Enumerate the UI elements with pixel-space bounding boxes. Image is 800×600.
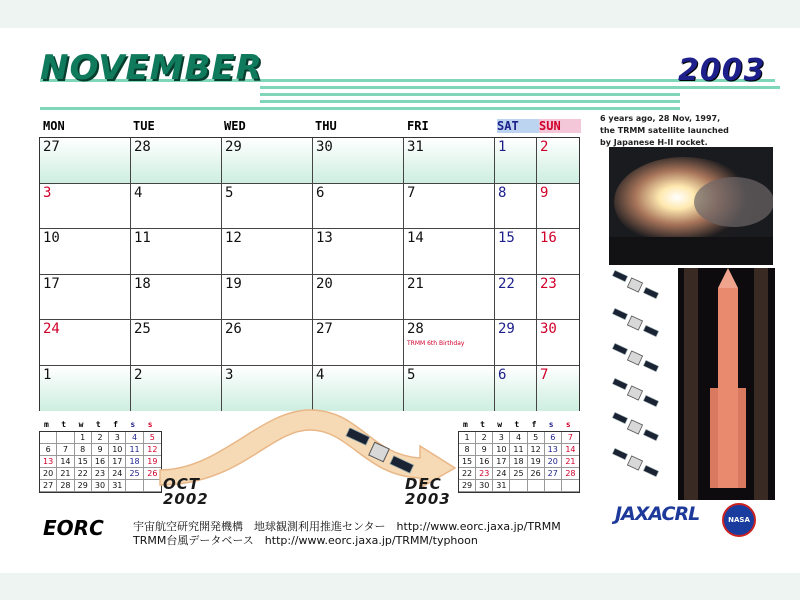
day-cell[interactable]: [222, 138, 313, 184]
mini-day-name: f: [531, 420, 537, 429]
mini-day-cell: 10: [493, 444, 510, 456]
day-number: 31: [407, 139, 424, 155]
satellite-icon: [612, 448, 660, 478]
mini-day-cell: 5: [528, 432, 545, 444]
mini-day-name: t: [514, 420, 520, 429]
mini-day-cell: 26: [144, 468, 161, 480]
mini-day-cell: 28: [57, 480, 74, 492]
mini-calendar-oct: [39, 420, 162, 493]
mini-day-cell: [40, 432, 57, 444]
mini-day-name: s: [147, 420, 153, 429]
mini-day-cell: 8: [75, 444, 92, 456]
day-number: 4: [134, 184, 143, 201]
mini-day-name: t: [61, 420, 67, 429]
day-cell[interactable]: [404, 275, 495, 321]
mini-day-cell: 19: [528, 456, 545, 468]
day-number: 4: [316, 366, 325, 383]
mini-day-name: f: [113, 420, 118, 429]
mini-day-name: m: [44, 420, 49, 429]
mini-day-cell: 14: [57, 456, 74, 468]
day-cell[interactable]: [222, 320, 313, 366]
mini-day-cell: 29: [75, 480, 92, 492]
day-number: 26: [225, 321, 242, 337]
day-number: 2: [540, 139, 549, 155]
satellite-icon: [345, 428, 415, 478]
day-cell[interactable]: [40, 366, 131, 412]
mini-day-cell: 11: [510, 444, 527, 456]
day-number: 10: [43, 230, 60, 246]
mini-day-cell: 9: [476, 444, 493, 456]
mini-day-cell: 22: [459, 468, 476, 480]
footer-line-2: TRMM台風データベース http://www.eorc.jaxa.jp/TRMM/typhoon: [133, 534, 478, 547]
mini-day-cell: 17: [493, 456, 510, 468]
mini-day-cell: 28: [562, 468, 579, 480]
day-number: 6: [316, 184, 325, 201]
header-stripe: [260, 100, 680, 103]
day-cell[interactable]: [537, 184, 579, 230]
mini-day-cell: 13: [545, 444, 562, 456]
mini-day-cell: 12: [528, 444, 545, 456]
birthday-note: TRMM 6th Birthday: [407, 340, 465, 347]
day-number: 19: [225, 275, 242, 292]
day-number: 20: [316, 275, 333, 292]
nasa-logo: [722, 503, 756, 537]
launch-photo: [609, 147, 773, 265]
mini-oct-year-label: 2002: [163, 490, 209, 508]
day-number: 27: [43, 139, 60, 155]
day-cell[interactable]: [404, 229, 495, 275]
mini-day-cell: 1: [75, 432, 92, 444]
day-name-mon: MON: [43, 119, 65, 133]
header-stripe: [260, 93, 680, 96]
day-number: 18: [134, 275, 151, 292]
day-number: 22: [498, 275, 515, 292]
mini-day-cell: [126, 480, 143, 492]
month-title: NOVEMBER: [40, 48, 263, 88]
mini-day-cell: 23: [476, 468, 493, 480]
caption-line: the TRMM satellite launched: [600, 126, 729, 135]
day-cell[interactable]: [537, 275, 579, 321]
day-number: 14: [407, 230, 424, 246]
jaxa-logo: [615, 503, 699, 525]
mini-day-name: s: [565, 420, 571, 429]
photo-caption: [600, 113, 780, 149]
satellite-icon: [612, 378, 660, 408]
mini-day-cell: 18: [126, 456, 143, 468]
mini-day-cell: 12: [144, 444, 161, 456]
mini-day-cell: 14: [562, 444, 579, 456]
day-number: 9: [540, 184, 549, 201]
mini-calendar-dec: [458, 420, 580, 493]
day-number: 11: [134, 230, 151, 246]
day-number: 25: [134, 321, 151, 337]
day-number: 6: [498, 366, 507, 383]
mini-day-name: w: [78, 420, 84, 429]
mini-day-cell: 9: [92, 444, 109, 456]
mini-day-cell: 16: [92, 456, 109, 468]
day-name-wed: WED: [224, 119, 246, 133]
day-number: 28: [407, 321, 424, 337]
eorc-logo: EORC: [43, 516, 104, 540]
mini-day-name: s: [548, 420, 554, 429]
year-title: 2003: [678, 53, 766, 88]
day-number: 16: [540, 230, 557, 246]
caption-line: 6 years ago, 28 Nov, 1997,: [600, 114, 721, 123]
day-cell[interactable]: [495, 229, 537, 275]
mini-day-cell: 15: [459, 456, 476, 468]
mini-day-cell: 11: [126, 444, 143, 456]
day-number: 8: [498, 184, 507, 201]
mini-day-cell: 7: [57, 444, 74, 456]
mini-oct-month-label: OCT: [163, 475, 200, 493]
day-number: 30: [540, 321, 557, 337]
mini-day-cell: 4: [510, 432, 527, 444]
mini-day-cell: 24: [493, 468, 510, 480]
day-name-row: [40, 119, 580, 135]
day-number: 21: [407, 275, 424, 292]
mini-day-cell: 18: [510, 456, 527, 468]
day-cell[interactable]: [131, 184, 222, 230]
mini-day-name: w: [497, 420, 503, 429]
mini-day-name: s: [130, 420, 136, 429]
day-number: 24: [43, 321, 60, 337]
mini-day-cell: 25: [126, 468, 143, 480]
satellite-icon: [612, 270, 660, 300]
day-number: 1: [498, 139, 507, 155]
mini-day-name: m: [463, 420, 468, 429]
day-name-sat: SAT: [497, 119, 539, 133]
mini-day-cell: 24: [109, 468, 126, 480]
day-cell[interactable]: [495, 138, 537, 184]
mini-day-cell: 30: [92, 480, 109, 492]
mini-day-cell: 25: [510, 468, 527, 480]
satellite-icon: [612, 343, 660, 373]
day-cell[interactable]: [537, 229, 579, 275]
mini-day-cell: 7: [562, 432, 579, 444]
mini-day-cell: 26: [528, 468, 545, 480]
mini-day-cell: 2: [476, 432, 493, 444]
mini-day-cell: 29: [459, 480, 476, 492]
day-cell[interactable]: [222, 229, 313, 275]
mini-day-cell: 2: [92, 432, 109, 444]
day-cell[interactable]: [313, 320, 404, 366]
day-number: 2: [134, 366, 143, 383]
crl-logo-text: CRL: [661, 503, 700, 525]
day-number: 28: [134, 139, 151, 155]
day-cell[interactable]: [537, 366, 579, 412]
mini-day-cell: [562, 480, 579, 492]
rocket-photo: [678, 268, 775, 500]
mini-day-cell: [528, 480, 545, 492]
day-cell[interactable]: [495, 275, 537, 321]
day-cell[interactable]: [131, 138, 222, 184]
day-cell[interactable]: [313, 138, 404, 184]
day-cell[interactable]: [131, 320, 222, 366]
mini-day-cell: 31: [493, 480, 510, 492]
day-number: 12: [225, 230, 242, 246]
mini-day-cell: 13: [40, 456, 57, 468]
mini-day-cell: 16: [476, 456, 493, 468]
day-cell[interactable]: [222, 184, 313, 230]
mini-day-cell: 22: [75, 468, 92, 480]
day-cell[interactable]: [313, 184, 404, 230]
mini-day-cell: 31: [109, 480, 126, 492]
day-name-fri: FRI: [407, 119, 429, 133]
day-number: 29: [498, 321, 515, 337]
day-name-thu: THU: [315, 119, 337, 133]
mini-day-cell: 3: [109, 432, 126, 444]
day-cell[interactable]: [313, 275, 404, 321]
day-number: 17: [43, 275, 60, 292]
month-grid: [39, 137, 580, 411]
mini-day-cell: 6: [545, 432, 562, 444]
mini-day-name: t: [480, 420, 485, 429]
day-cell[interactable]: [40, 320, 131, 366]
day-cell[interactable]: [537, 320, 579, 366]
mini-day-cell: 4: [126, 432, 143, 444]
mini-day-cell: 6: [40, 444, 57, 456]
footer-line-1: 宇宙航空研究開発機構 地球観測利用推進センター http://www.eorc.jaxa.jp/TRMM: [133, 520, 561, 533]
mini-day-cell: 27: [545, 468, 562, 480]
day-number: 3: [225, 366, 234, 383]
day-name-tue: TUE: [133, 119, 155, 133]
mini-day-cell: [57, 432, 74, 444]
mini-day-cell: [510, 480, 527, 492]
mini-dec-month-label: DEC: [405, 475, 442, 493]
mini-day-cell: 21: [562, 456, 579, 468]
day-number: 13: [316, 230, 333, 246]
day-cell[interactable]: [404, 138, 495, 184]
day-number: 15: [498, 230, 515, 246]
satellite-icon: [612, 412, 660, 442]
mini-day-cell: 10: [109, 444, 126, 456]
day-cell[interactable]: [404, 320, 495, 366]
day-cell[interactable]: [40, 184, 131, 230]
day-cell[interactable]: [404, 184, 495, 230]
day-cell[interactable]: [40, 275, 131, 321]
day-number: 7: [407, 184, 416, 201]
mini-dec-year-label: 2003: [405, 490, 451, 508]
mini-day-cell: 15: [75, 456, 92, 468]
mini-day-cell: 30: [476, 480, 493, 492]
satellite-icon: [612, 308, 660, 338]
mini-day-cell: 27: [40, 480, 57, 492]
day-cell[interactable]: [313, 229, 404, 275]
day-number: 7: [540, 366, 549, 383]
day-number: 1: [43, 366, 52, 383]
day-number: 30: [316, 139, 333, 155]
mini-day-cell: 3: [493, 432, 510, 444]
mini-day-cell: 5: [144, 432, 161, 444]
day-number: 5: [407, 366, 416, 383]
mini-day-cell: 20: [545, 456, 562, 468]
mini-day-cell: [545, 480, 562, 492]
day-number: 3: [43, 184, 52, 201]
caption-line: by Japanese H-II rocket.: [600, 138, 708, 147]
day-cell[interactable]: [40, 229, 131, 275]
mini-day-cell: 20: [40, 468, 57, 480]
nasa-logo-text: NASA: [728, 516, 750, 524]
day-cell[interactable]: [40, 138, 131, 184]
day-number: 23: [540, 275, 557, 292]
header-stripe: [40, 107, 680, 110]
mini-day-cell: 17: [109, 456, 126, 468]
jaxa-logo-text: JAXA: [615, 503, 662, 525]
mini-day-cell: 8: [459, 444, 476, 456]
day-cell[interactable]: [495, 320, 537, 366]
day-number: 29: [225, 139, 242, 155]
day-cell[interactable]: [537, 138, 579, 184]
mini-day-cell: 21: [57, 468, 74, 480]
day-number: 27: [316, 321, 333, 337]
mini-day-name: t: [95, 420, 101, 429]
day-cell[interactable]: [131, 229, 222, 275]
day-cell[interactable]: [131, 275, 222, 321]
day-cell[interactable]: [495, 184, 537, 230]
mini-day-cell: 23: [92, 468, 109, 480]
mini-day-cell: 19: [144, 456, 161, 468]
day-name-sun: SUN: [539, 119, 581, 133]
day-cell[interactable]: [495, 366, 537, 412]
day-cell[interactable]: [222, 275, 313, 321]
mini-day-cell: 1: [459, 432, 476, 444]
day-number: 5: [225, 184, 234, 201]
